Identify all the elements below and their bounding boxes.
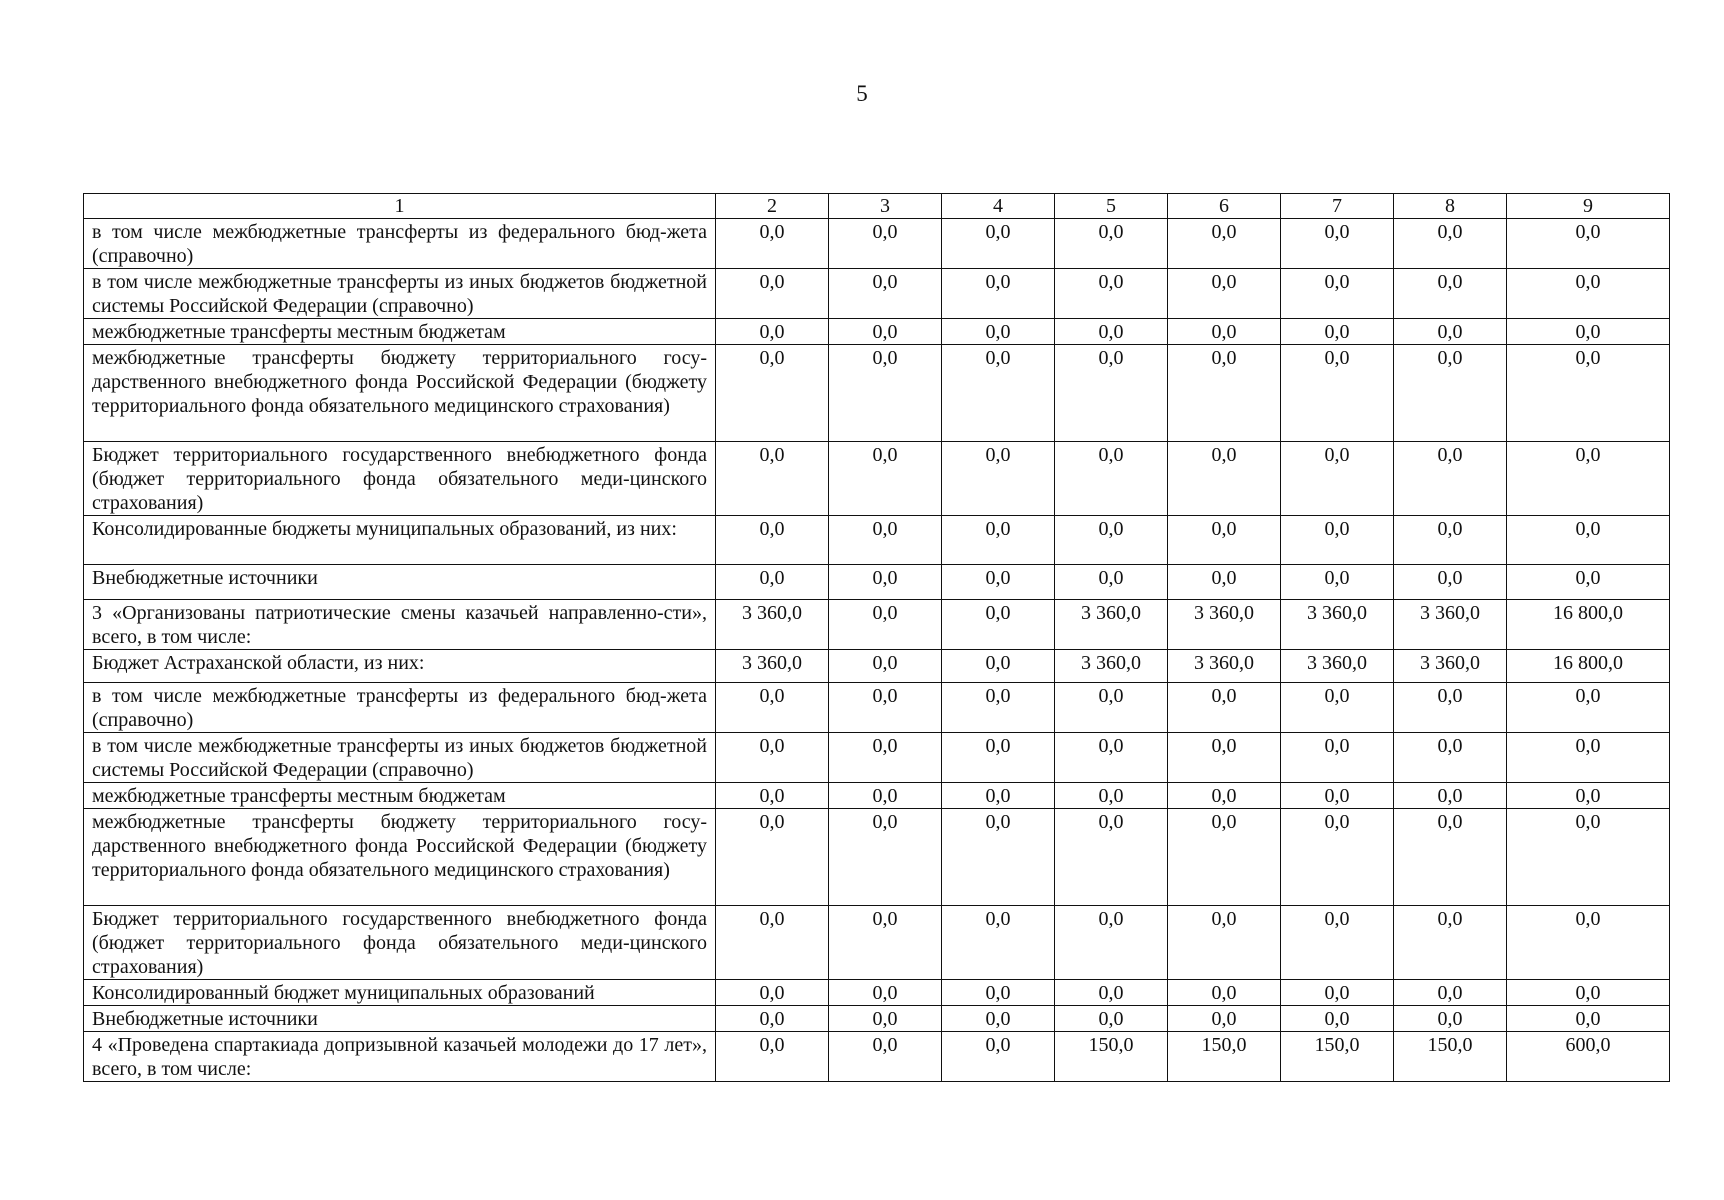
cell-value: 0,0 [1281, 516, 1394, 565]
cell-value: 0,0 [829, 1032, 942, 1082]
cell-value: 0,0 [1168, 345, 1281, 442]
cell-value: 0,0 [1168, 980, 1281, 1006]
row-label: Внебюджетные источники [84, 1006, 716, 1032]
cell-value: 0,0 [829, 219, 942, 269]
cell-value: 0,0 [1168, 565, 1281, 600]
cell-value: 0,0 [1055, 783, 1168, 809]
cell-value: 0,0 [829, 565, 942, 600]
cell-value: 0,0 [829, 683, 942, 733]
cell-value: 0,0 [1168, 516, 1281, 565]
row-label: межбюджетные трансферты местным бюджетам [84, 783, 716, 809]
cell-value: 0,0 [1507, 442, 1670, 516]
cell-value: 0,0 [942, 906, 1055, 980]
cell-value: 0,0 [1168, 683, 1281, 733]
cell-value: 0,0 [1168, 733, 1281, 783]
table-row [84, 442, 1670, 516]
cell-value: 0,0 [1168, 219, 1281, 269]
cell-value: 0,0 [1168, 319, 1281, 345]
cell-value: 150,0 [1055, 1032, 1168, 1082]
table-body [84, 194, 1670, 1082]
column-header: 3 [829, 194, 942, 219]
cell-value: 0,0 [716, 809, 829, 906]
cell-value: 0,0 [829, 906, 942, 980]
cell-value: 0,0 [1055, 683, 1168, 733]
table-row [84, 600, 1670, 650]
cell-value: 0,0 [1507, 980, 1670, 1006]
table-row [84, 269, 1670, 319]
cell-value: 0,0 [1394, 733, 1507, 783]
cell-value: 0,0 [1281, 345, 1394, 442]
cell-value: 0,0 [1507, 219, 1670, 269]
row-label: межбюджетные трансферты бюджету территориального госу-дарственного внебюджетного фонда Российской Федерации (бюджету территориального фонда обязательного медицинского страхования) [84, 345, 716, 442]
cell-value: 0,0 [1055, 516, 1168, 565]
cell-value: 3 360,0 [1168, 650, 1281, 683]
cell-value: 0,0 [1168, 783, 1281, 809]
row-label: 4 «Проведена спартакиада допризывной казачьей молодежи до 17 лет», всего, в том числе: [84, 1032, 716, 1082]
page-number: 5 [856, 81, 868, 106]
table-row [84, 565, 1670, 600]
cell-value: 0,0 [1507, 565, 1670, 600]
cell-value: 0,0 [1055, 906, 1168, 980]
row-label: в том числе межбюджетные трансферты из федерального бюд-жета (справочно) [84, 219, 716, 269]
cell-value: 0,0 [716, 783, 829, 809]
cell-value: 3 360,0 [1281, 650, 1394, 683]
cell-value: 0,0 [1281, 683, 1394, 733]
cell-value: 0,0 [1055, 319, 1168, 345]
cell-value: 0,0 [942, 650, 1055, 683]
cell-value: 0,0 [1394, 269, 1507, 319]
cell-value: 0,0 [829, 600, 942, 650]
table-row [84, 980, 1670, 1006]
cell-value: 0,0 [716, 269, 829, 319]
table-row [84, 809, 1670, 906]
cell-value: 3 360,0 [716, 650, 829, 683]
cell-value: 0,0 [1507, 319, 1670, 345]
cell-value: 0,0 [1168, 442, 1281, 516]
table-row [84, 1006, 1670, 1032]
cell-value: 0,0 [1394, 345, 1507, 442]
cell-value: 0,0 [716, 980, 829, 1006]
cell-value: 150,0 [1168, 1032, 1281, 1082]
cell-value: 0,0 [1281, 733, 1394, 783]
column-header: 9 [1507, 194, 1670, 219]
cell-value: 3 360,0 [716, 600, 829, 650]
row-label: Консолидированный бюджет муниципальных образований [84, 980, 716, 1006]
cell-value: 0,0 [716, 906, 829, 980]
row-label: в том числе межбюджетные трансферты из иных бюджетов бюджетной системы Российской Федерации (справочно) [84, 733, 716, 783]
cell-value: 0,0 [1055, 1006, 1168, 1032]
cell-value: 0,0 [716, 516, 829, 565]
cell-value: 0,0 [942, 442, 1055, 516]
cell-value: 0,0 [942, 516, 1055, 565]
cell-value: 3 360,0 [1394, 650, 1507, 683]
cell-value: 0,0 [1281, 906, 1394, 980]
cell-value: 0,0 [942, 733, 1055, 783]
cell-value: 0,0 [829, 442, 942, 516]
cell-value: 0,0 [716, 733, 829, 783]
cell-value: 0,0 [829, 516, 942, 565]
cell-value: 0,0 [1168, 1006, 1281, 1032]
cell-value: 0,0 [1394, 906, 1507, 980]
cell-value: 0,0 [942, 809, 1055, 906]
cell-value: 0,0 [1394, 980, 1507, 1006]
column-header: 2 [716, 194, 829, 219]
cell-value: 0,0 [829, 809, 942, 906]
cell-value: 0,0 [1507, 683, 1670, 733]
table-header-row [84, 194, 1670, 219]
cell-value: 0,0 [942, 345, 1055, 442]
cell-value: 150,0 [1281, 1032, 1394, 1082]
cell-value: 0,0 [1507, 906, 1670, 980]
cell-value: 0,0 [716, 319, 829, 345]
cell-value: 0,0 [716, 219, 829, 269]
cell-value: 0,0 [1394, 683, 1507, 733]
cell-value: 0,0 [1055, 980, 1168, 1006]
cell-value: 0,0 [1507, 1006, 1670, 1032]
cell-value: 16 800,0 [1507, 650, 1670, 683]
cell-value: 0,0 [829, 783, 942, 809]
cell-value: 0,0 [716, 683, 829, 733]
cell-value: 0,0 [942, 1006, 1055, 1032]
cell-value: 16 800,0 [1507, 600, 1670, 650]
cell-value: 0,0 [1394, 1006, 1507, 1032]
table-row [84, 906, 1670, 980]
cell-value: 0,0 [829, 269, 942, 319]
cell-value: 0,0 [942, 319, 1055, 345]
cell-value: 0,0 [1281, 269, 1394, 319]
row-label: Консолидированные бюджеты муниципальных образований, из них: [84, 516, 716, 565]
row-label: Бюджет территориального государственного внебюджетного фонда (бюджет территориального фонда обязательного меди-цинского страхования) [84, 442, 716, 516]
cell-value: 0,0 [942, 1032, 1055, 1082]
row-label: Бюджет территориального государственного внебюджетного фонда (бюджет территориального фонда обязательного меди-цинского страхования) [84, 906, 716, 980]
cell-value: 0,0 [1055, 733, 1168, 783]
cell-value: 0,0 [829, 980, 942, 1006]
cell-value: 0,0 [1055, 219, 1168, 269]
row-label: в том числе межбюджетные трансферты из иных бюджетов бюджетной системы Российской Федерации (справочно) [84, 269, 716, 319]
cell-value: 0,0 [942, 219, 1055, 269]
cell-value: 0,0 [829, 345, 942, 442]
cell-value: 0,0 [1394, 219, 1507, 269]
cell-value: 0,0 [1055, 269, 1168, 319]
cell-value: 0,0 [1281, 809, 1394, 906]
column-header: 1 [84, 194, 716, 219]
cell-value: 3 360,0 [1055, 650, 1168, 683]
column-header: 4 [942, 194, 1055, 219]
cell-value: 0,0 [1055, 345, 1168, 442]
cell-value: 0,0 [1507, 345, 1670, 442]
cell-value: 0,0 [1168, 906, 1281, 980]
cell-value: 0,0 [829, 319, 942, 345]
row-label: 3 «Организованы патриотические смены казачьей направленно-сти», всего, в том числе: [84, 600, 716, 650]
cell-value: 0,0 [942, 565, 1055, 600]
row-label: межбюджетные трансферты бюджету территориального госу-дарственного внебюджетного фонда Российской Федерации (бюджету территориального фонда обязательного медицинского страхования) [84, 809, 716, 906]
cell-value: 0,0 [716, 1032, 829, 1082]
table-row [84, 783, 1670, 809]
cell-value: 0,0 [1281, 783, 1394, 809]
column-header: 6 [1168, 194, 1281, 219]
table-row [84, 650, 1670, 683]
cell-value: 3 360,0 [1168, 600, 1281, 650]
cell-value: 150,0 [1394, 1032, 1507, 1082]
cell-value: 600,0 [1507, 1032, 1670, 1082]
cell-value: 0,0 [1168, 269, 1281, 319]
cell-value: 0,0 [1168, 809, 1281, 906]
cell-value: 0,0 [942, 980, 1055, 1006]
row-label: Внебюджетные источники [84, 565, 716, 600]
cell-value: 0,0 [716, 565, 829, 600]
column-header: 8 [1394, 194, 1507, 219]
cell-value: 0,0 [1507, 516, 1670, 565]
table-row [84, 319, 1670, 345]
cell-value: 0,0 [942, 269, 1055, 319]
cell-value: 0,0 [1507, 783, 1670, 809]
cell-value: 0,0 [1394, 516, 1507, 565]
cell-value: 0,0 [1281, 319, 1394, 345]
column-header: 7 [1281, 194, 1394, 219]
cell-value: 0,0 [716, 345, 829, 442]
cell-value: 0,0 [942, 683, 1055, 733]
cell-value: 3 360,0 [1281, 600, 1394, 650]
cell-value: 0,0 [829, 733, 942, 783]
cell-value: 0,0 [1055, 809, 1168, 906]
row-label: Бюджет Астраханской области, из них: [84, 650, 716, 683]
budget-table [83, 193, 1670, 1082]
table-row [84, 733, 1670, 783]
cell-value: 3 360,0 [1394, 600, 1507, 650]
cell-value: 0,0 [716, 1006, 829, 1032]
cell-value: 0,0 [1507, 733, 1670, 783]
cell-value: 0,0 [942, 783, 1055, 809]
cell-value: 0,0 [1394, 442, 1507, 516]
cell-value: 0,0 [716, 442, 829, 516]
cell-value: 0,0 [1281, 980, 1394, 1006]
cell-value: 0,0 [1507, 809, 1670, 906]
cell-value: 3 360,0 [1055, 600, 1168, 650]
cell-value: 0,0 [1281, 1006, 1394, 1032]
cell-value: 0,0 [1055, 565, 1168, 600]
column-header: 5 [1055, 194, 1168, 219]
table-row [84, 345, 1670, 442]
cell-value: 0,0 [1055, 442, 1168, 516]
cell-value: 0,0 [1394, 809, 1507, 906]
cell-value: 0,0 [1281, 219, 1394, 269]
cell-value: 0,0 [829, 1006, 942, 1032]
cell-value: 0,0 [1507, 269, 1670, 319]
table-row [84, 1032, 1670, 1082]
cell-value: 0,0 [1394, 565, 1507, 600]
cell-value: 0,0 [1281, 442, 1394, 516]
cell-value: 0,0 [942, 600, 1055, 650]
cell-value: 0,0 [1281, 565, 1394, 600]
table-row [84, 219, 1670, 269]
cell-value: 0,0 [1394, 319, 1507, 345]
cell-value: 0,0 [1394, 783, 1507, 809]
table-row [84, 516, 1670, 565]
row-label: межбюджетные трансферты местным бюджетам [84, 319, 716, 345]
row-label: в том числе межбюджетные трансферты из федерального бюд-жета (справочно) [84, 683, 716, 733]
table-row [84, 683, 1670, 733]
cell-value: 0,0 [829, 650, 942, 683]
